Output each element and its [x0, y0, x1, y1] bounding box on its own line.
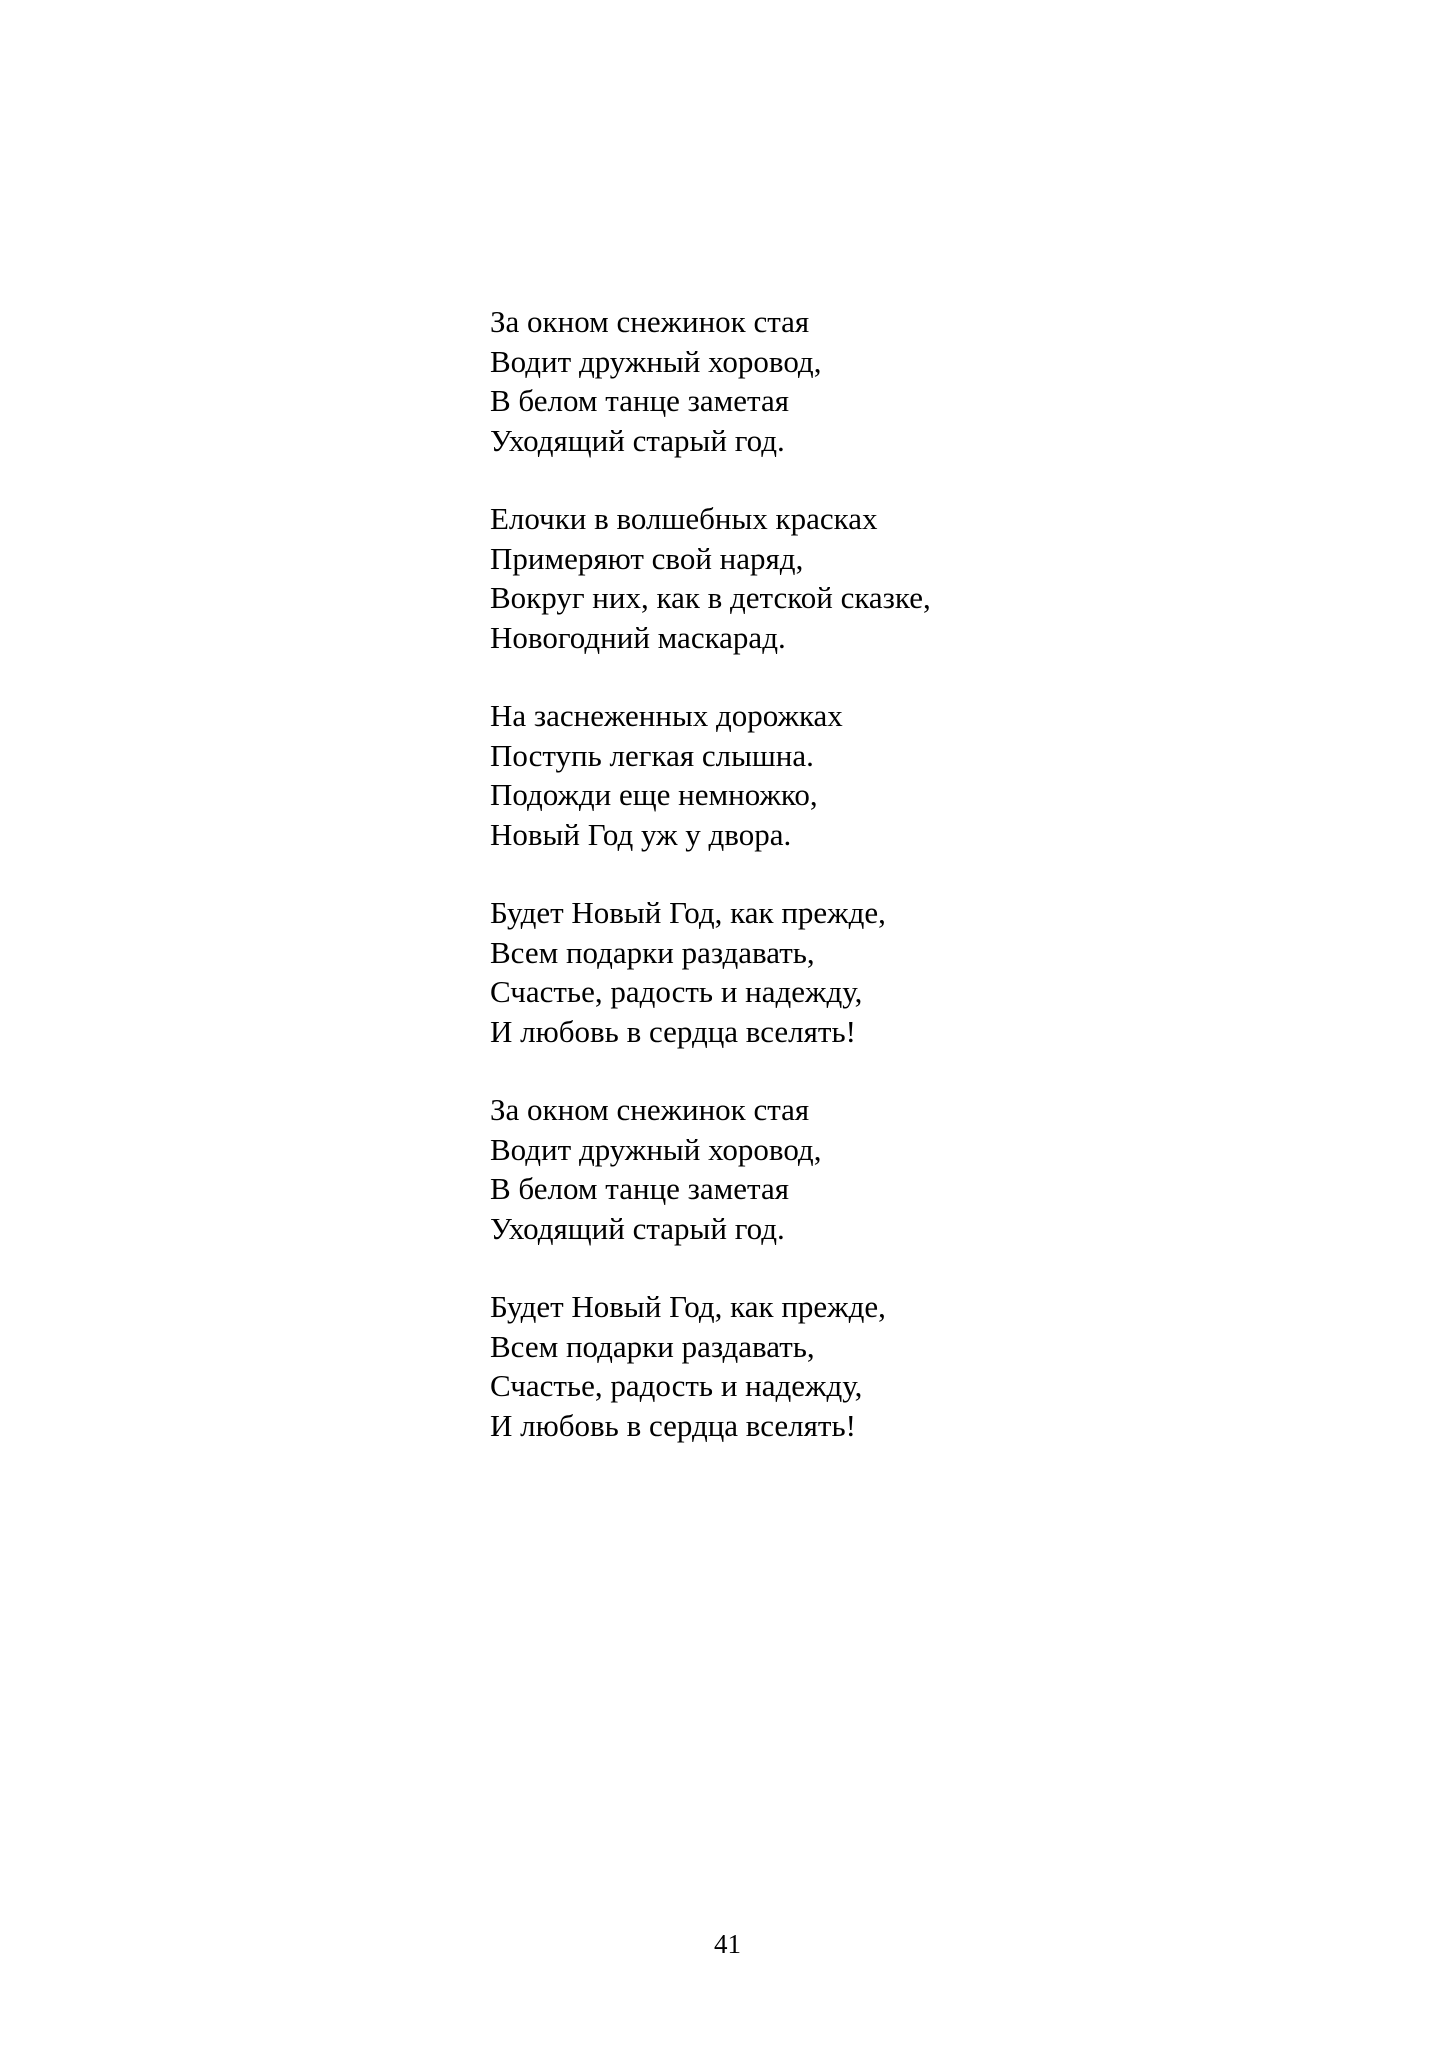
poem-line: За окном снежинок стая — [490, 304, 810, 339]
poem-line: Будет Новый Год, как прежде, — [490, 895, 886, 930]
page-number: 41 — [714, 1929, 741, 1959]
stanza-4 — [490, 893, 1290, 1051]
poem-line: Уходящий старый год. — [490, 422, 785, 458]
stanza-6 — [490, 1287, 1290, 1445]
poem-line: И любовь в сердца вселять! — [490, 1013, 856, 1049]
poem-line: Уходящий старый год. — [490, 1210, 785, 1246]
poem-line: Подожди еще немножко, — [490, 777, 818, 812]
poem-line: Всем подарки раздавать, — [490, 1328, 815, 1364]
poem-line: Всем подарки раздавать, — [490, 934, 815, 970]
poem-line: И любовь в сердца вселять! — [490, 1407, 856, 1443]
stanza-1 — [490, 302, 1290, 460]
poem-line: Новый Год уж у двора. — [490, 816, 792, 852]
poem-line: Поступь легкая слышна. — [490, 737, 814, 773]
poem-line: Новогодний маскарад. — [490, 619, 786, 655]
poem-line: В белом танце заметая — [490, 1171, 789, 1206]
poem-line: Водит дружный хоровод, — [490, 343, 822, 379]
poem-line: Будет Новый Год, как прежде, — [490, 1289, 886, 1324]
poem-line: За окном снежинок стая — [490, 1092, 810, 1127]
poem-line: Примеряют свой наряд, — [490, 540, 804, 576]
poem-body — [490, 302, 1290, 1484]
stanza-3 — [490, 696, 1290, 854]
stanza-5 — [490, 1090, 1290, 1248]
poem-line: Вокруг них, как в детской сказке, — [490, 580, 931, 615]
poem-line: Счастье, радость и надежду, — [490, 974, 863, 1009]
poem-line: В белом танце заметая — [490, 383, 789, 418]
poem-line: Елочки в волшебных красках — [490, 501, 878, 536]
poem-line: Водит дружный хоровод, — [490, 1131, 822, 1167]
poem-line: На заснеженных дорожках — [490, 698, 843, 733]
poem-line: Счастье, радость и надежду, — [490, 1368, 863, 1403]
stanza-2 — [490, 499, 1290, 657]
